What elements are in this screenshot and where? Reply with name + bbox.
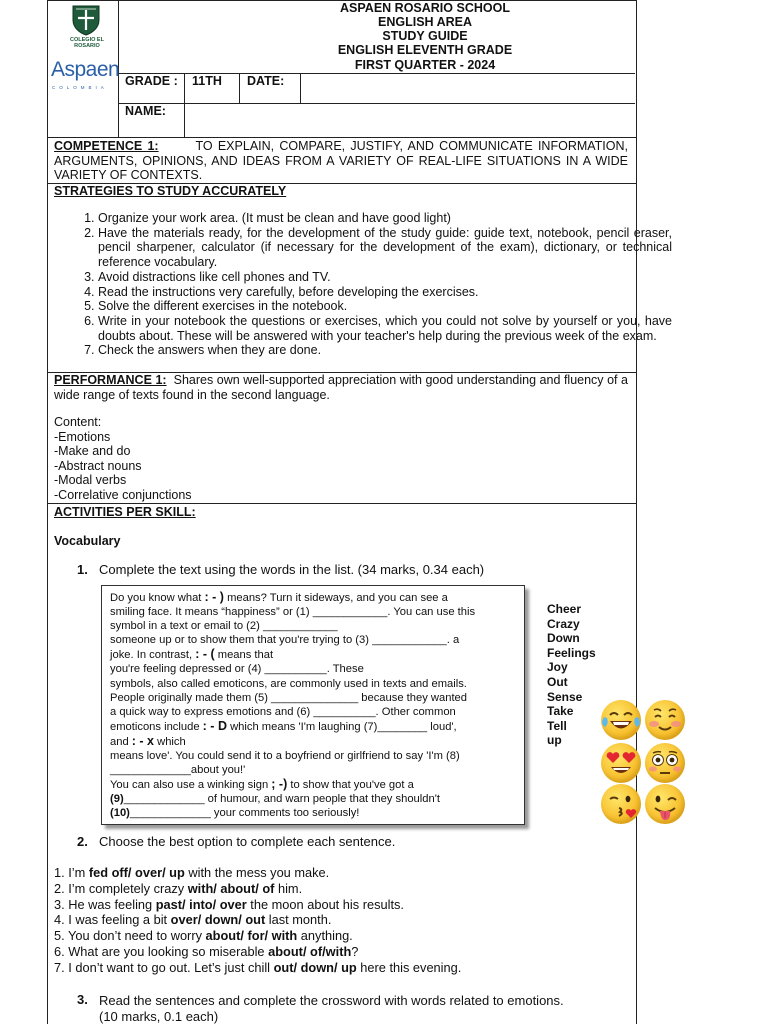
header-line-grade: ENGLISH ELEVENTH GRADE	[337, 43, 513, 57]
strategies-title: STRATEGIES TO STUDY ACCURATELY	[54, 184, 287, 198]
competence-text: TO EXPLAIN, COMPARE, JUSTIFY, AND COMMUNICATE INFORMATION, ARGUMENTS, OPINIONS, AND IDEAS FROM A VARIETY OF REAL-LIFE SITUATIONS IN A WIDE VARIETY OF CONTEXTS.	[54, 139, 629, 182]
kissing-wink-emoji-icon	[601, 784, 641, 824]
content-item: -Correlative conjunctions	[54, 487, 192, 502]
logo-subtext: COLOMBIA	[52, 85, 108, 90]
performance-label: PERFORMANCE 1:	[54, 373, 167, 387]
sentence-item: 6. What are you looking so miserable about/ of/with?	[54, 943, 359, 959]
option-sentences	[54, 865, 461, 976]
activities-title: ACTIVITIES PER SKILL:	[54, 505, 196, 519]
sentence-item: 5. You don’t need to worry about/ for/ with anything.	[54, 928, 353, 944]
performance-block	[54, 373, 628, 402]
word-list-item: Sense	[547, 689, 583, 704]
header-bottom	[47, 137, 636, 138]
grade-value: 11TH	[192, 74, 222, 88]
strategies-list	[54, 211, 672, 358]
word-list-item: Tell	[547, 718, 567, 733]
strategy-item: 7. Check the answers when they are done.	[98, 343, 672, 358]
flushed-emoji-icon	[645, 743, 685, 783]
task1-number: 1.	[77, 562, 88, 577]
word-list-item: Crazy	[547, 616, 580, 631]
grade-label: GRADE :	[125, 74, 178, 88]
crest-caption: COLEGIO EL ROSARIO	[70, 37, 104, 49]
aspaen-logo-text: Aspaen	[51, 58, 120, 81]
grade-value-divider	[239, 73, 240, 103]
strategy-item: 3. Avoid distractions like cell phones and TV.	[98, 270, 672, 285]
header-line-area: ENGLISH AREA	[378, 15, 472, 29]
header-line-guide: STUDY GUIDE	[382, 29, 468, 43]
word-list-item: Feelings	[547, 645, 596, 660]
header-line-quarter: FIRST QUARTER - 2024	[354, 58, 496, 72]
heart-eyes-emoji-icon	[601, 743, 641, 783]
sentence-item: 7. I don’t want to go out. Let’s just chill out/ down/ up here this evening.	[54, 959, 462, 975]
winking-tongue-emoji-icon	[645, 784, 685, 824]
performance-bottom	[47, 503, 636, 504]
task1-instruction: Complete the text using the words in the list. (34 marks, 0.34 each)	[99, 562, 485, 577]
header-line-school: ASPAEN ROSARIO SCHOOL	[340, 1, 510, 15]
word-list-item: Joy	[547, 660, 568, 675]
word-list-item: up	[547, 733, 562, 748]
strategy-item: 2. Have the materials ready, for the development of the study guide: guide text, notebook, pencil eraser, pencil sharpener, calculator (if necessary for the development of the exam), dictionary, or technical reference vocabulary.	[98, 226, 672, 270]
strategy-item: 6. Write in your notebook the questions or exercises, which you could not solve by yourself or you, have doubts about. These will be answered with your teacher's help during the previous week of the exam.	[98, 314, 672, 343]
strategy-item: 4. Read the instructions very carefully, before developing the exercises.	[98, 285, 672, 300]
vocabulary-heading: Vocabulary	[54, 534, 121, 548]
word-list-item: Down	[547, 631, 580, 646]
sentence-item: 3. He was feeling past/ into/ over the moon about his results.	[54, 896, 404, 912]
sentence-item: 1. I’m fed off/ over/ up with the mess you make.	[54, 865, 330, 880]
date-field[interactable]	[301, 74, 634, 102]
performance-text: Shares own well-supported appreciation with good understanding and fluency of a wide range of texts found in the second language.	[54, 373, 628, 402]
task2-instruction: Choose the best option to complete each sentence.	[99, 834, 396, 849]
word-list-item: Out	[547, 674, 568, 689]
content-item: -Modal verbs	[54, 473, 127, 488]
passage-text: Do you know what : - ) means? Turn it sideways, and you can see a smiling face. It means “happiness” or (1) ____________. You can use this symbol in a text or email to (2) ____________ someone up or to show them that you're trying to (3) ____________. a joke. In contrast, : - ( means that you're feeling depressed or (4) __________. These symbols, also called emoticons, are commonly used in texts and emails. People originally made them (5) ______________ because they wanted a quick way to express emotions and (6) __________. Other common emoticons include : - D which means 'I'm laughing (7)________ loud', and : - x which means love'. You could send it to a boyfriend or girlfriend to say 'I'm (8) _____________about you!' You can also use a winking sign ; -) to show that you've got a (9)_____________ of humour, and warn people that they shouldn't (10)_____________ your comments too seriously!	[110, 590, 476, 820]
task2-number: 2.	[77, 834, 88, 849]
strategy-item: 1. Organize your work area. (It must be clean and have good light)	[98, 211, 672, 226]
task3-instruction: Read the sentences and complete the crossword with words related to emotions. (10 marks, 0.1 each)	[99, 993, 564, 1024]
date-label: DATE:	[247, 74, 285, 88]
blushing-smile-emoji-icon	[645, 700, 685, 740]
word-list	[547, 602, 596, 748]
competence-label: COMPETENCE 1:	[54, 139, 159, 153]
competence-block	[54, 139, 628, 183]
strategy-item: 5. Solve the different exercises in the notebook.	[98, 299, 672, 314]
content-item: -Make and do	[54, 444, 131, 459]
school-crest-icon	[70, 4, 102, 36]
task3-number: 3.	[77, 992, 88, 1007]
content-title: Content:	[54, 415, 102, 429]
name-field[interactable]	[185, 104, 634, 136]
sentence-item: 4. I was feeling a bit over/ down/ out last month.	[54, 912, 332, 928]
content-item: -Emotions	[54, 429, 111, 444]
content-item: -Abstract nouns	[54, 458, 142, 473]
content-list	[54, 415, 192, 503]
sentence-item: 2. I’m completely crazy with/ about/ of him.	[54, 880, 303, 896]
word-list-item: Take	[547, 704, 574, 719]
word-list-item: Cheer	[547, 602, 582, 616]
tears-of-joy-emoji-icon	[601, 700, 641, 740]
name-label: NAME:	[125, 104, 166, 118]
